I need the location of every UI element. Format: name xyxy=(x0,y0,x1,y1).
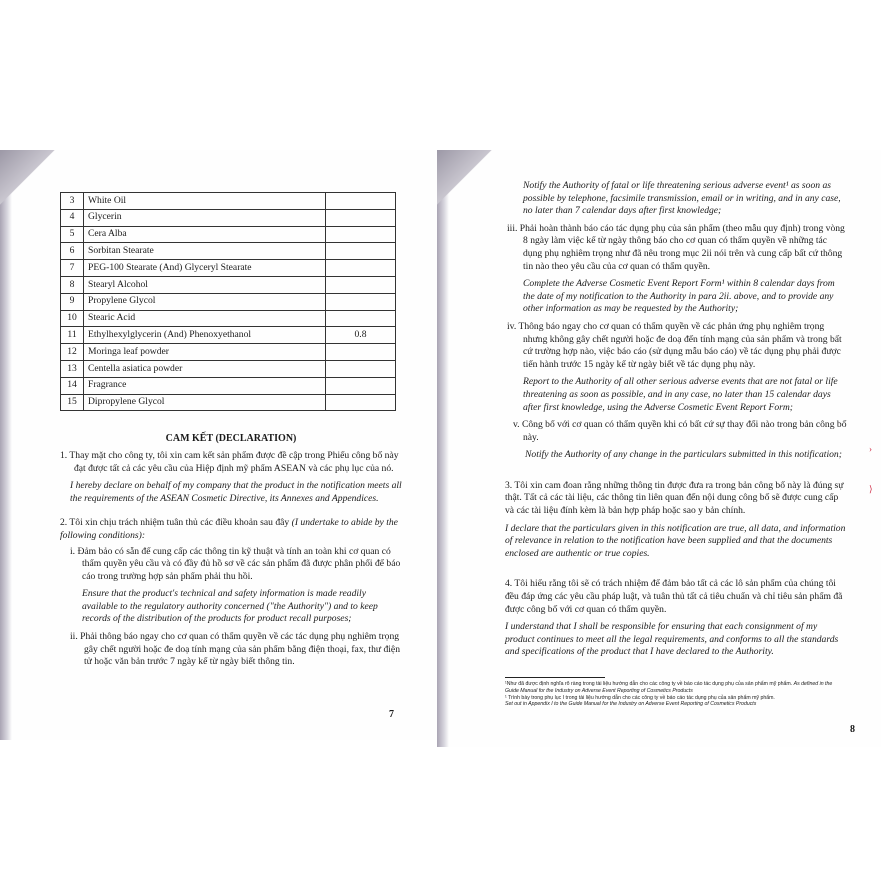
item-2iii-en: Complete the Adverse Cosmetic Event Report Form¹ within 8 calendar days from the date of my notification to the Authority in para 2ii. above, and to provide any other information as may be requested by the Authority; xyxy=(523,278,835,315)
table-row xyxy=(61,260,396,277)
footnote-2-en: Set out in Appendix I to the Guide Manual for the Industry on Adverse Event Reporting of Cosmetics Products xyxy=(505,701,757,708)
declaration-item-3 xyxy=(505,480,847,561)
ingredient-name: Propylene Glycol xyxy=(84,293,326,310)
item-2i-en: Ensure that the product's technical and safety information is made readily available to the regulatory authority concerned ("the Authority") and to keep records of the distribution of the products for product recall purposes; xyxy=(82,588,378,625)
page-8-content xyxy=(505,150,855,737)
footnote-2-vi: ¹ Trình bày trong phụ lục I trong tài liệu hướng dẫn cho các công ty về báo cáo tác dụng phụ của sản phẩm mỹ phẩm. xyxy=(505,694,775,701)
page-number: 8 xyxy=(850,724,855,736)
item-2i-vi: i. Đảm bảo có sẵn để cung cấp các thông tin kỹ thuật và tính an toàn khi cơ quan có thẩm quyền yêu cầu và có đầy đủ hồ sơ về các sản phẩm đã được phân phối để báo cáo trong trường hợp sản phẩm phải thu hồi. xyxy=(70,545,401,582)
footnote-1-vi: ¹Như đã được định nghĩa rõ ràng trong tài liệu hướng dẫn cho các công ty về báo cáo tác dụng phụ của sản phẩm mỹ phẩm. xyxy=(505,681,793,687)
table-row xyxy=(61,327,396,344)
page-edge-shadow xyxy=(437,150,449,747)
declaration-item-2 xyxy=(60,517,402,669)
item-2v-en: Notify the Authority of any change in the particulars submitted in this notification; xyxy=(525,449,842,461)
table-row xyxy=(61,209,396,226)
footnotes xyxy=(505,681,847,708)
ingredient-value xyxy=(326,377,396,394)
ingredient-value xyxy=(326,276,396,293)
item-2iv-en: Report to the Authority of all other serious adverse events that are not fatal or life threatening as soon as possible, and in any case, no later than 15 calendar days after first knowledge, using the Adverse Cosmetic Event Report Form; xyxy=(523,376,838,413)
table-row xyxy=(61,360,396,377)
item-3-en: I declare that the particulars given in this notification are true, all data, and information of relevance in relation to the notification have been supplied and that the documents enclosed are authentic or true copies. xyxy=(505,522,846,559)
row-number: 8 xyxy=(61,276,84,293)
row-number: 13 xyxy=(61,360,84,377)
ingredient-value xyxy=(326,209,396,226)
ingredient-name: Fragrance xyxy=(84,377,326,394)
item-1-vi: 1. Thay mặt cho công ty, tôi xin cam kết sản phẩm được đề cập trong Phiếu công bố này đạt được tất cả các yêu cầu của Hiệp định mỹ phẩm ASEAN và các phụ lục của nó. xyxy=(60,449,399,474)
table-row xyxy=(61,276,396,293)
table-row xyxy=(61,344,396,361)
page-fold-corner xyxy=(0,150,60,210)
ingredient-name: Cera Alba xyxy=(84,226,326,243)
item-2iv-vi: iv. Thông báo ngay cho cơ quan có thẩm quyền về các phản ứng phụ nghiêm trọng nhưng không gây chết người hoặc đe doạ đến tính mạng của sản phẩm và trong bất cứ trường hợp nào, việc báo cáo (sử dụng mẫu báo cáo) về tác dụng phụ phải được tiến hành trước 15 ngày kể từ ngày biết về tác dụng phụ này. xyxy=(507,320,842,370)
table-row xyxy=(61,226,396,243)
row-number: 4 xyxy=(61,209,84,226)
ingredient-value: 0.8 xyxy=(326,327,396,344)
page-edge-shadow xyxy=(0,150,12,740)
item-2ii-en: Notify the Authority of fatal or life threatening serious adverse event¹ as soon as possible by telephone, facsimile transmission, email or in writing, and in any case, no later than 7 calendar days after first knowledge; xyxy=(523,180,841,217)
table-row xyxy=(61,310,396,327)
ingredient-name: PEG-100 Stearate (And) Glyceryl Stearate xyxy=(84,260,326,277)
declaration-items-continued xyxy=(505,180,847,462)
item-1-en: I hereby declare on behalf of my company that the product in the notification meets all the requirements of the ASEAN Cosmetic Directive, its Annexes and Appendices. xyxy=(70,480,402,504)
ingredient-value xyxy=(326,344,396,361)
ingredient-name: Glycerin xyxy=(84,209,326,226)
item-2-vi: 2. Tôi xin chịu trách nhiệm tuân thủ các điều khoản sau đây xyxy=(60,517,290,529)
ingredient-table xyxy=(60,192,396,411)
row-number: 6 xyxy=(61,243,84,260)
footnote-divider xyxy=(505,677,605,678)
ingredient-name: Dipropylene Glycol xyxy=(84,394,326,411)
declaration-item-1 xyxy=(60,450,402,505)
item-2iii-vi: iii. Phải hoàn thành báo cáo tác dụng phụ của sản phẩm (theo mẫu quy định) trong vòng 8 ngày làm việc kể từ ngày thông báo cho cơ quan có thẩm quyền về những tác dụng phụ nghiêm trọng như đã nêu trong mục 2ii nói trên và cung cấp bất cứ thông tin nào theo yêu cầu của cơ quan có thẩm quyền. xyxy=(507,222,845,272)
table-row xyxy=(61,243,396,260)
ingredient-value xyxy=(326,310,396,327)
row-number: 7 xyxy=(61,260,84,277)
row-number: 11 xyxy=(61,327,84,344)
item-4-en: I understand that I shall be responsible for ensuring that each consignment of my product continues to meet all the legal requirements, and conforms to all the standards and specifications of the product that I have declared to the Authority. xyxy=(505,621,839,658)
row-number: 3 xyxy=(61,193,84,210)
page-8 xyxy=(437,150,881,747)
footnote-1-en: As defined in the Guide Manual for the Industry on Adverse Event Reporting of Cosmetics Products xyxy=(505,681,833,694)
ingredient-value xyxy=(326,360,396,377)
ingredient-name: White Oil xyxy=(84,193,326,210)
ingredient-name: Sorbitan Stearate xyxy=(84,243,326,260)
ingredient-value xyxy=(326,193,396,210)
ingredient-name: Stearyl Alcohol xyxy=(84,276,326,293)
page-fold-corner xyxy=(437,150,497,210)
ingredient-name: Ethylhexylglycerin (And) Phenoxyethanol xyxy=(84,327,326,344)
ingredient-value xyxy=(326,260,396,277)
declaration-item-4 xyxy=(505,578,847,659)
row-number: 15 xyxy=(61,394,84,411)
declaration-title: CAM KẾT (DECLARATION) xyxy=(165,433,297,445)
ingredient-value xyxy=(326,226,396,243)
page-7 xyxy=(0,150,437,740)
ingredient-value xyxy=(326,394,396,411)
ingredient-value xyxy=(326,243,396,260)
row-number: 14 xyxy=(61,377,84,394)
table-row xyxy=(61,394,396,411)
row-number: 12 xyxy=(61,344,84,361)
item-4-vi: 4. Tôi hiểu rằng tôi sẽ có trách nhiệm để đảm bảo tất cả các lô sản phẩm của chúng tôi đều đáp ứng các yêu cầu pháp luật, và tuân thủ tất cả tiêu chuẩn và chỉ tiêu sản phẩm đã được công bố với cơ quan có thẩm quyền. xyxy=(505,578,843,615)
row-number: 9 xyxy=(61,293,84,310)
ingredient-name: Moringa leaf powder xyxy=(84,344,326,361)
table-row xyxy=(61,193,396,210)
red-pen-mark: ⟩ xyxy=(869,484,873,494)
page-number: 7 xyxy=(389,708,394,720)
ingredient-value xyxy=(326,293,396,310)
table-row xyxy=(61,293,396,310)
ingredient-name: Stearic Acid xyxy=(84,310,326,327)
item-3-vi: 3. Tôi xin cam đoan rằng những thông tin được đưa ra trong bản công bố này là đúng sự thật. Tất cả các tài liệu, các thông tin liên quan đến nội dung công bố sẽ được cung cấp và các tài liệu đính kèm là bản hợp pháp hoặc sao y bản chính. xyxy=(505,479,844,517)
item-2ii-vi: ii. Phải thông báo ngay cho cơ quan có thẩm quyền về các tác dụng phụ nghiêm trọng gây chết người hoặc đe doạ tính mạng của sản phẩm bằng điện thoại, fax, thư điện tử hoặc văn bản trước 7 ngày kể từ ngày biết thông tin. xyxy=(70,631,400,668)
table-row xyxy=(61,377,396,394)
item-2v-vi: v. Công bố với cơ quan có thẩm quyền khi có bất cứ sự thay đổi nào trong bản công bố này. xyxy=(513,419,847,443)
item-2-en: (I undertake to abide by the following conditions): xyxy=(60,517,398,541)
row-number: 10 xyxy=(61,310,84,327)
ingredient-name: Centella asiatica powder xyxy=(84,360,326,377)
page-7-content xyxy=(60,150,402,721)
row-number: 5 xyxy=(61,226,84,243)
red-pen-mark: › xyxy=(869,444,872,454)
